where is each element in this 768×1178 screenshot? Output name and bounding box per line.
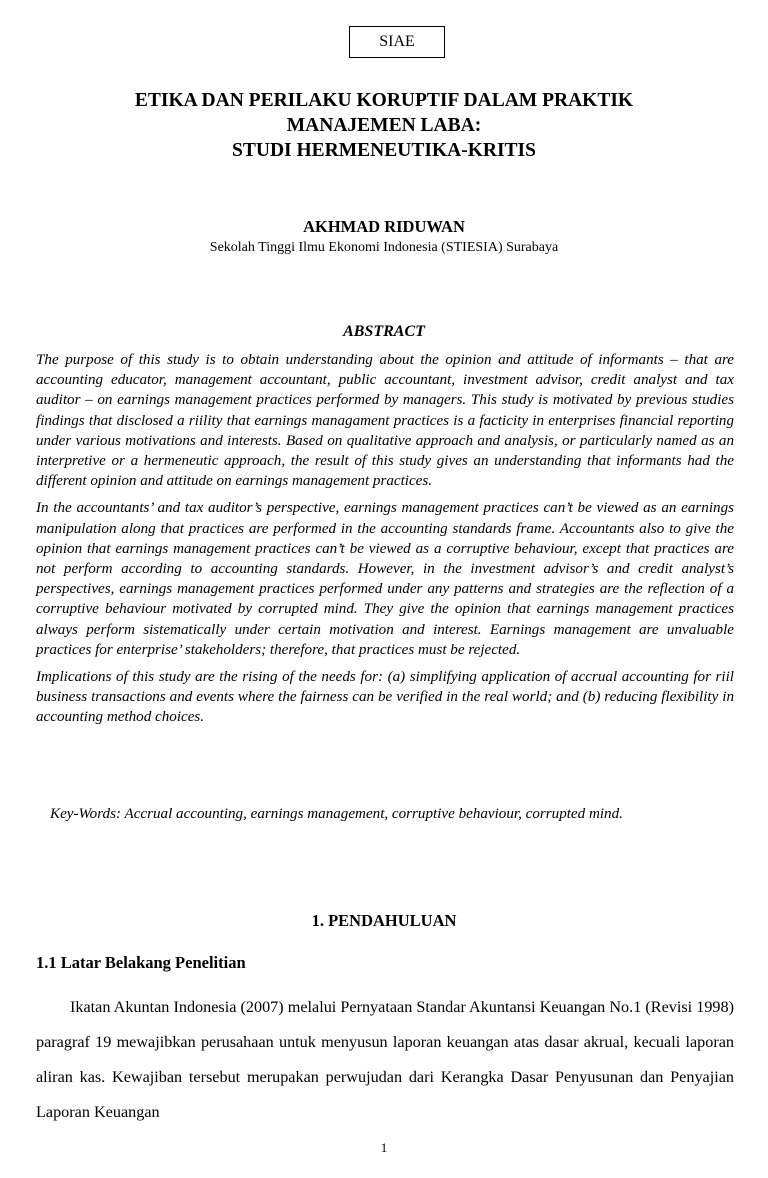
body-paragraph: Ikatan Akuntan Indonesia (2007) melalui Pernyataan Standar Akuntansi Keuangan No.1 (Revisi 1998) paragraf 19 mewajibkan perusahaan untuk menyusun laporan keuangan atas dasar akrual, kecuali laporan aliran kas. Kewajiban tersebut merupakan perwujudan dari Kerangka Dasar Penyusunan dan Penyajian Laporan Keuangan: [36, 998, 734, 1121]
author-affiliation: Sekolah Tinggi Ilmu Ekonomi Indonesia (STIESIA) Surabaya: [209, 240, 559, 255]
title-line: ETIKA DAN PERILAKU KORUPTIF DALAM PRAKTIK: [134, 90, 634, 111]
abstract-paragraph: In the accountants’ and tax auditor’s perspective, earnings management practices can’t be viewed as an earnings manipulation along that practices are performed in the accounting standards frame. Accountants also to give the opinion that earnings management practices can’t be viewed as a corruptive behaviour, except that practices are not perform according to accounting standards. However, in the investment advisor’s and credit analyst’s perspectives, earnings management practices performed under any patterns and strategies are the reflection of a corruptive behaviour motivated by corrupted mind. They give the opinion that earnings management practices always perform sistematically under certain motivation and interest. Earnings management are unvaluable practices for enterprise’ stakeholders; therefore, that practices must be rejected.: [36, 500, 734, 658]
abstract-paragraph: Implications of this study are the rising of the needs for: (a) simplifying application of accrual accounting for riil business transactions and events where the fairness can be verified in the real world; and (b) reducing flexibility in accounting method choices.: [36, 669, 734, 726]
section-heading: 1. PENDAHULUAN: [311, 911, 457, 930]
author-name: AKHMAD RIDUWAN: [303, 217, 465, 236]
title-line: MANAJEMEN LABA:: [286, 115, 482, 136]
journal-label: SIAE: [379, 33, 415, 50]
page-number: 1: [380, 1140, 388, 1155]
abstract-body: [36, 350, 734, 735]
paper-title: [60, 88, 708, 163]
journal-label-box: [349, 26, 445, 58]
title-line: STUDI HERMENEUTIKA-KRITIS: [232, 140, 536, 161]
abstract-paragraph: The purpose of this study is to obtain understanding about the opinion and attitude of informants – that are accounting educator, management accountant, public accountant, investment advisor, credit analyst and tax auditor – on earnings management practices performed by managers. This study is motivated by previous studies findings that disclosed a riility that earnings managament practices is a facticity in enterprises financial reporting under various motivations and interests. Based on qualitative approach and analysis, or particularly named as an interpretive or a hermeneutic approach, the result of this study gives an understanding that informants had the different opinion and attitude on earnings management practices.: [36, 352, 734, 490]
keywords: Key-Words: Accrual accounting, earnings management, corruptive behaviour, corrupted mind.: [50, 806, 623, 822]
abstract-heading: ABSTRACT: [343, 323, 425, 340]
subsection-heading: 1.1 Latar Belakang Penelitian: [36, 953, 246, 972]
